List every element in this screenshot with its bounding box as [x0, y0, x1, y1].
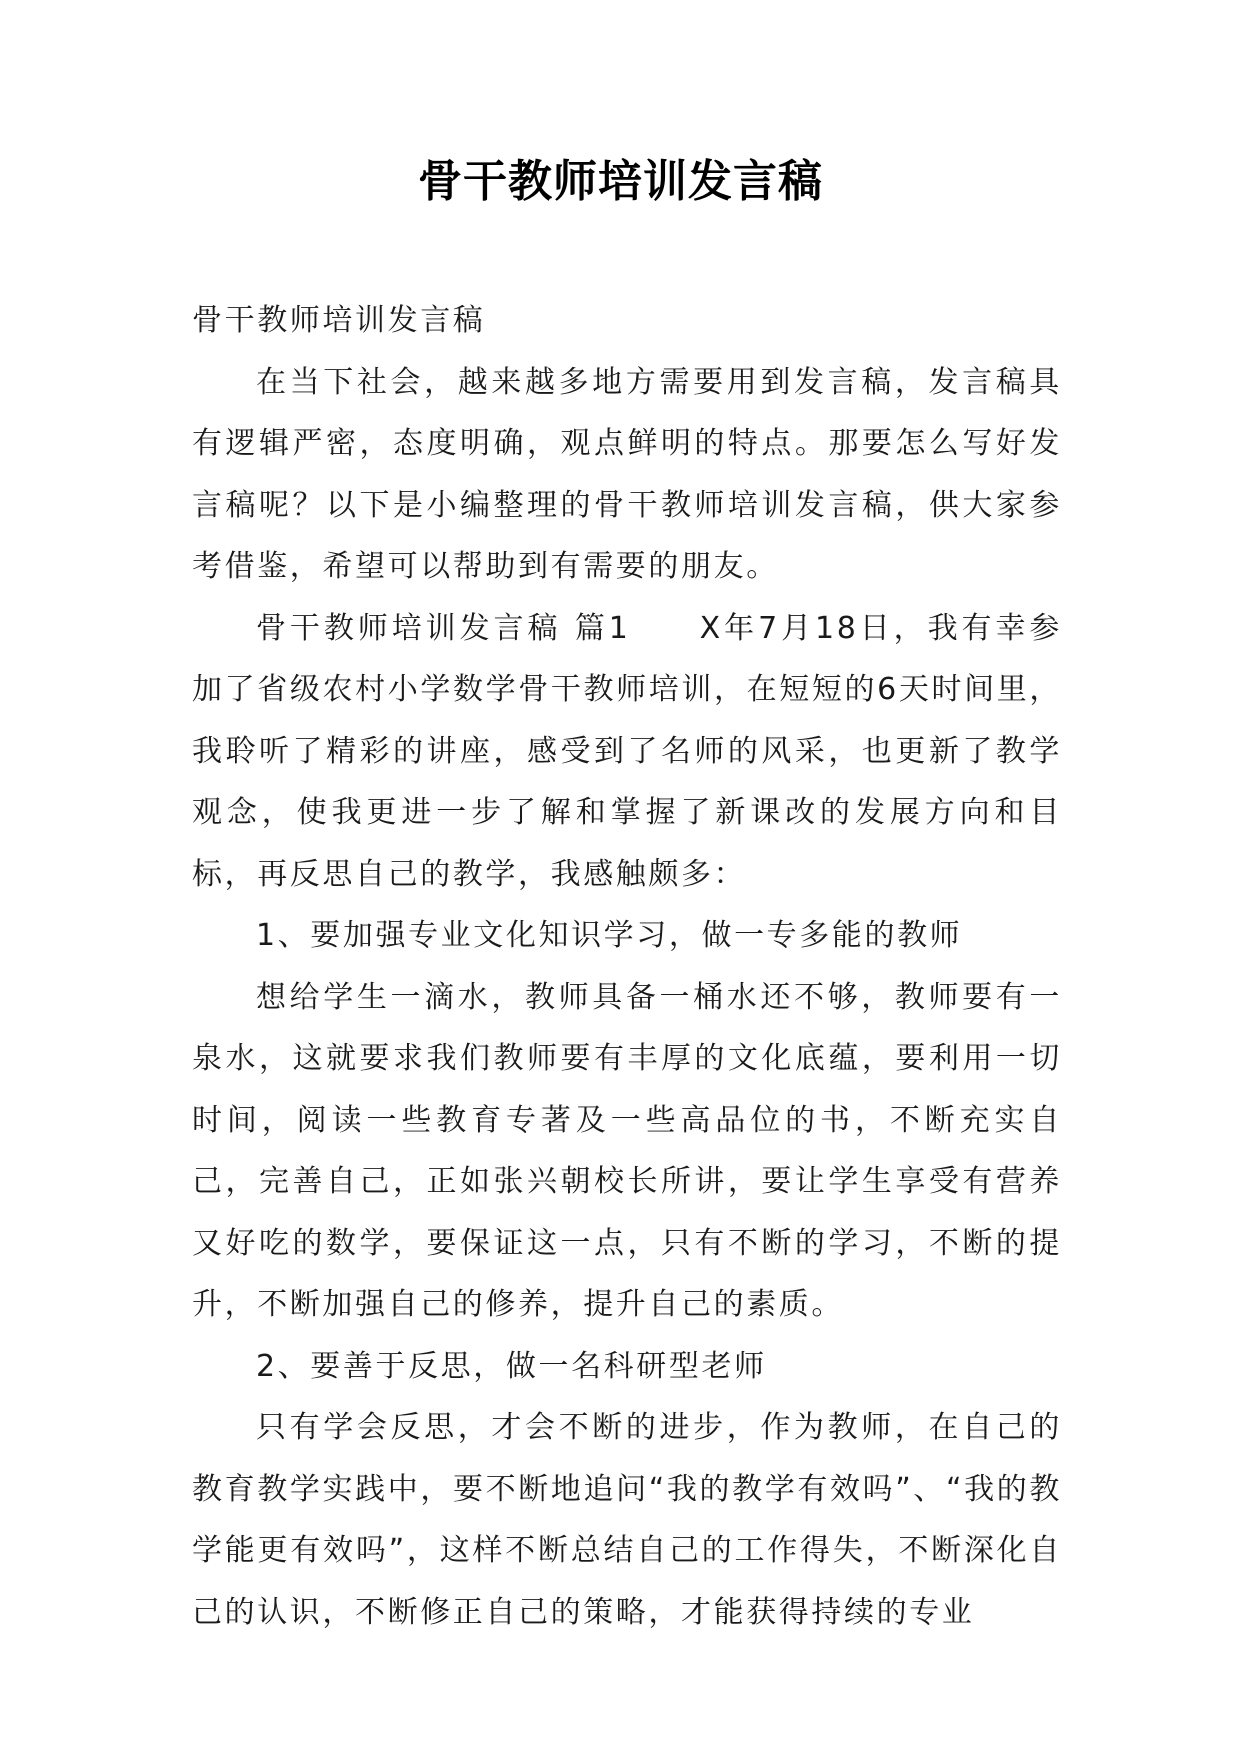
document-body — [192, 290, 1062, 1643]
section-1-paragraph: 骨干教师培训发言稿 篇1 X年7月18日，我有幸参加了省级农村小学数学骨干教师培训，在短短的6天时间里，我聆听了精彩的讲座，感受到了名师的风采，也更新了教学观念，使我更进一步了解和掌握了新课改的发展方向和目标，再反思自己的教学，我感触颇多： — [192, 610, 1062, 892]
intro-paragraph: 在当下社会，越来越多地方需要用到发言稿，发言稿具有逻辑严密，态度明确，观点鲜明的特点。那要怎么写好发言稿呢？以下是小编整理的骨干教师培训发言稿，供大家参考借鉴，希望可以帮助到有需要的朋友。 — [192, 364, 1062, 584]
point-2-heading: 2、要善于反思，做一名科研型老师 — [256, 1348, 767, 1384]
subtitle-paragraph: 骨干教师培训发言稿 — [192, 303, 486, 338]
document-title: 骨干教师培训发言稿 — [418, 156, 823, 207]
point-2-paragraph: 只有学会反思，才会不断的进步，作为教师，在自己的教育教学实践中，要不断地追问“我的教学有效吗”、“我的教学能更有效吗”，这样不断总结自己的工作得失，不断深化自己的认识，不断修正自己的策略，才能获得持续的专业 — [192, 1410, 1062, 1630]
point-1-paragraph: 想给学生一滴水，教师具备一桶水还不够，教师要有一泉水，这就要求我们教师要有丰厚的文化底蕴，要利用一切时间，阅读一些教育专著及一些高品位的书，不断充实自己，完善自己，正如张兴朝校长所讲，要让学生享受有营养又好吃的数学，要保证这一点，只有不断的学习，不断的提升，不断加强自己的修养，提升自己的素质。 — [192, 979, 1062, 1322]
point-1-heading: 1、要加强专业文化知识学习，做一专多能的教师 — [256, 918, 963, 953]
